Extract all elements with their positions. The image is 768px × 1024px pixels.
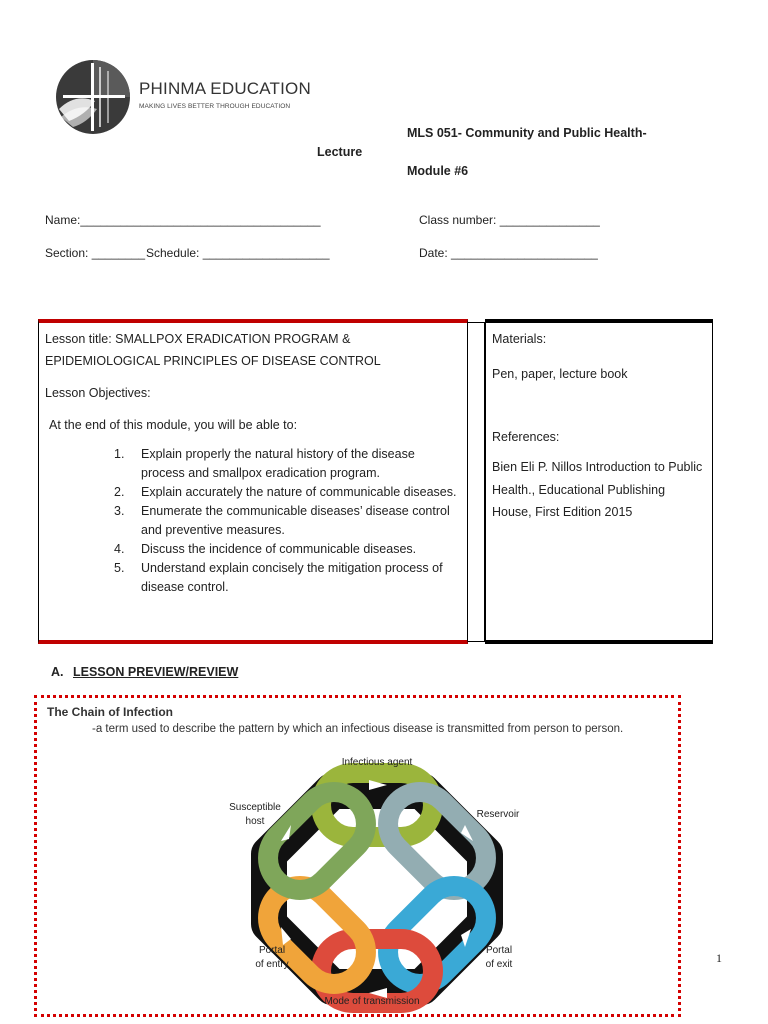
references-text: Bien Eli P. Nillos Introduction to Public Health., Educational Publishing House, First Edition 2015: [492, 460, 703, 519]
materials-label: Materials:: [492, 332, 547, 346]
lesson-title: Lesson title: SMALLPOX ERADICATION PROGRAM & EPIDEMIOLOGICAL PRINCIPLES OF DISEASE CONTROL: [45, 332, 381, 368]
label-susceptible-2: host: [245, 816, 265, 827]
lesson-preview-box: [34, 695, 681, 1017]
module-label: Module #6: [407, 164, 469, 178]
label-reservoir: Reservoir: [476, 809, 520, 820]
objective-item: 3. Enumerate the communicable diseases’ disease control and preventive measures.: [114, 504, 450, 537]
objectives-intro: At the end of this module, you will be able to:: [49, 418, 298, 432]
page-number: 1: [716, 951, 722, 965]
chain-title: The Chain of Infection: [47, 705, 173, 719]
references-label: References:: [492, 430, 560, 444]
org-name: PHINMA EDUCATION: [139, 79, 311, 98]
section-letter: A.: [51, 665, 64, 679]
label-mode-of-transmission: Mode of transmission: [324, 996, 420, 1007]
schedule-field[interactable]: Schedule: ___________________: [146, 246, 330, 260]
lesson-box: [38, 319, 468, 644]
objective-item: 2. Explain accurately the nature of communicable diseases.: [114, 485, 457, 499]
materials-box: [485, 319, 713, 644]
objectives-label: Lesson Objectives:: [45, 386, 151, 400]
objectives-list: [101, 445, 461, 597]
chain-description: -a term used to describe the pattern by which an infectious disease is transmitted from person to person.: [92, 723, 624, 735]
label-portal-exit-2: of exit: [485, 959, 513, 970]
label-portal-entry-1: Portal: [258, 945, 286, 956]
chain-of-infection-diagram: [217, 753, 537, 1018]
section-title: LESSON PREVIEW/REVIEW: [73, 665, 239, 679]
objective-item: 5. Understand explain concisely the mitigation process of disease control.: [114, 561, 443, 594]
table-gutter: [468, 322, 485, 642]
date-field[interactable]: Date: ______________________: [419, 246, 598, 260]
section-field[interactable]: Section: ________: [45, 246, 146, 260]
section-heading: [51, 665, 238, 679]
course-title: MLS 051- Community and Public Health-: [407, 126, 647, 140]
objective-item: 1. Explain properly the natural history of the disease process and smallpox eradication program.: [114, 447, 415, 480]
phinma-logo: [55, 57, 315, 137]
class-number-field[interactable]: Class number: _______________: [419, 213, 600, 227]
phinma-logo-mark: [55, 57, 131, 137]
org-tagline: MAKING LIVES BETTER THROUGH EDUCATION: [139, 103, 291, 110]
label-portal-entry-2: of entry: [255, 959, 289, 970]
label-infectious-agent: Infectious agent: [341, 757, 413, 768]
link-susceptible-host: [255, 779, 379, 903]
materials-text: Pen, paper, lecture book: [492, 367, 628, 381]
label-portal-exit-1: Portal: [485, 945, 513, 956]
lecture-label: Lecture: [317, 145, 363, 159]
label-susceptible-1: Susceptible: [229, 802, 281, 813]
objective-item: 4. Discuss the incidence of communicable diseases.: [114, 542, 417, 556]
name-field[interactable]: Name:____________________________________: [45, 213, 321, 227]
